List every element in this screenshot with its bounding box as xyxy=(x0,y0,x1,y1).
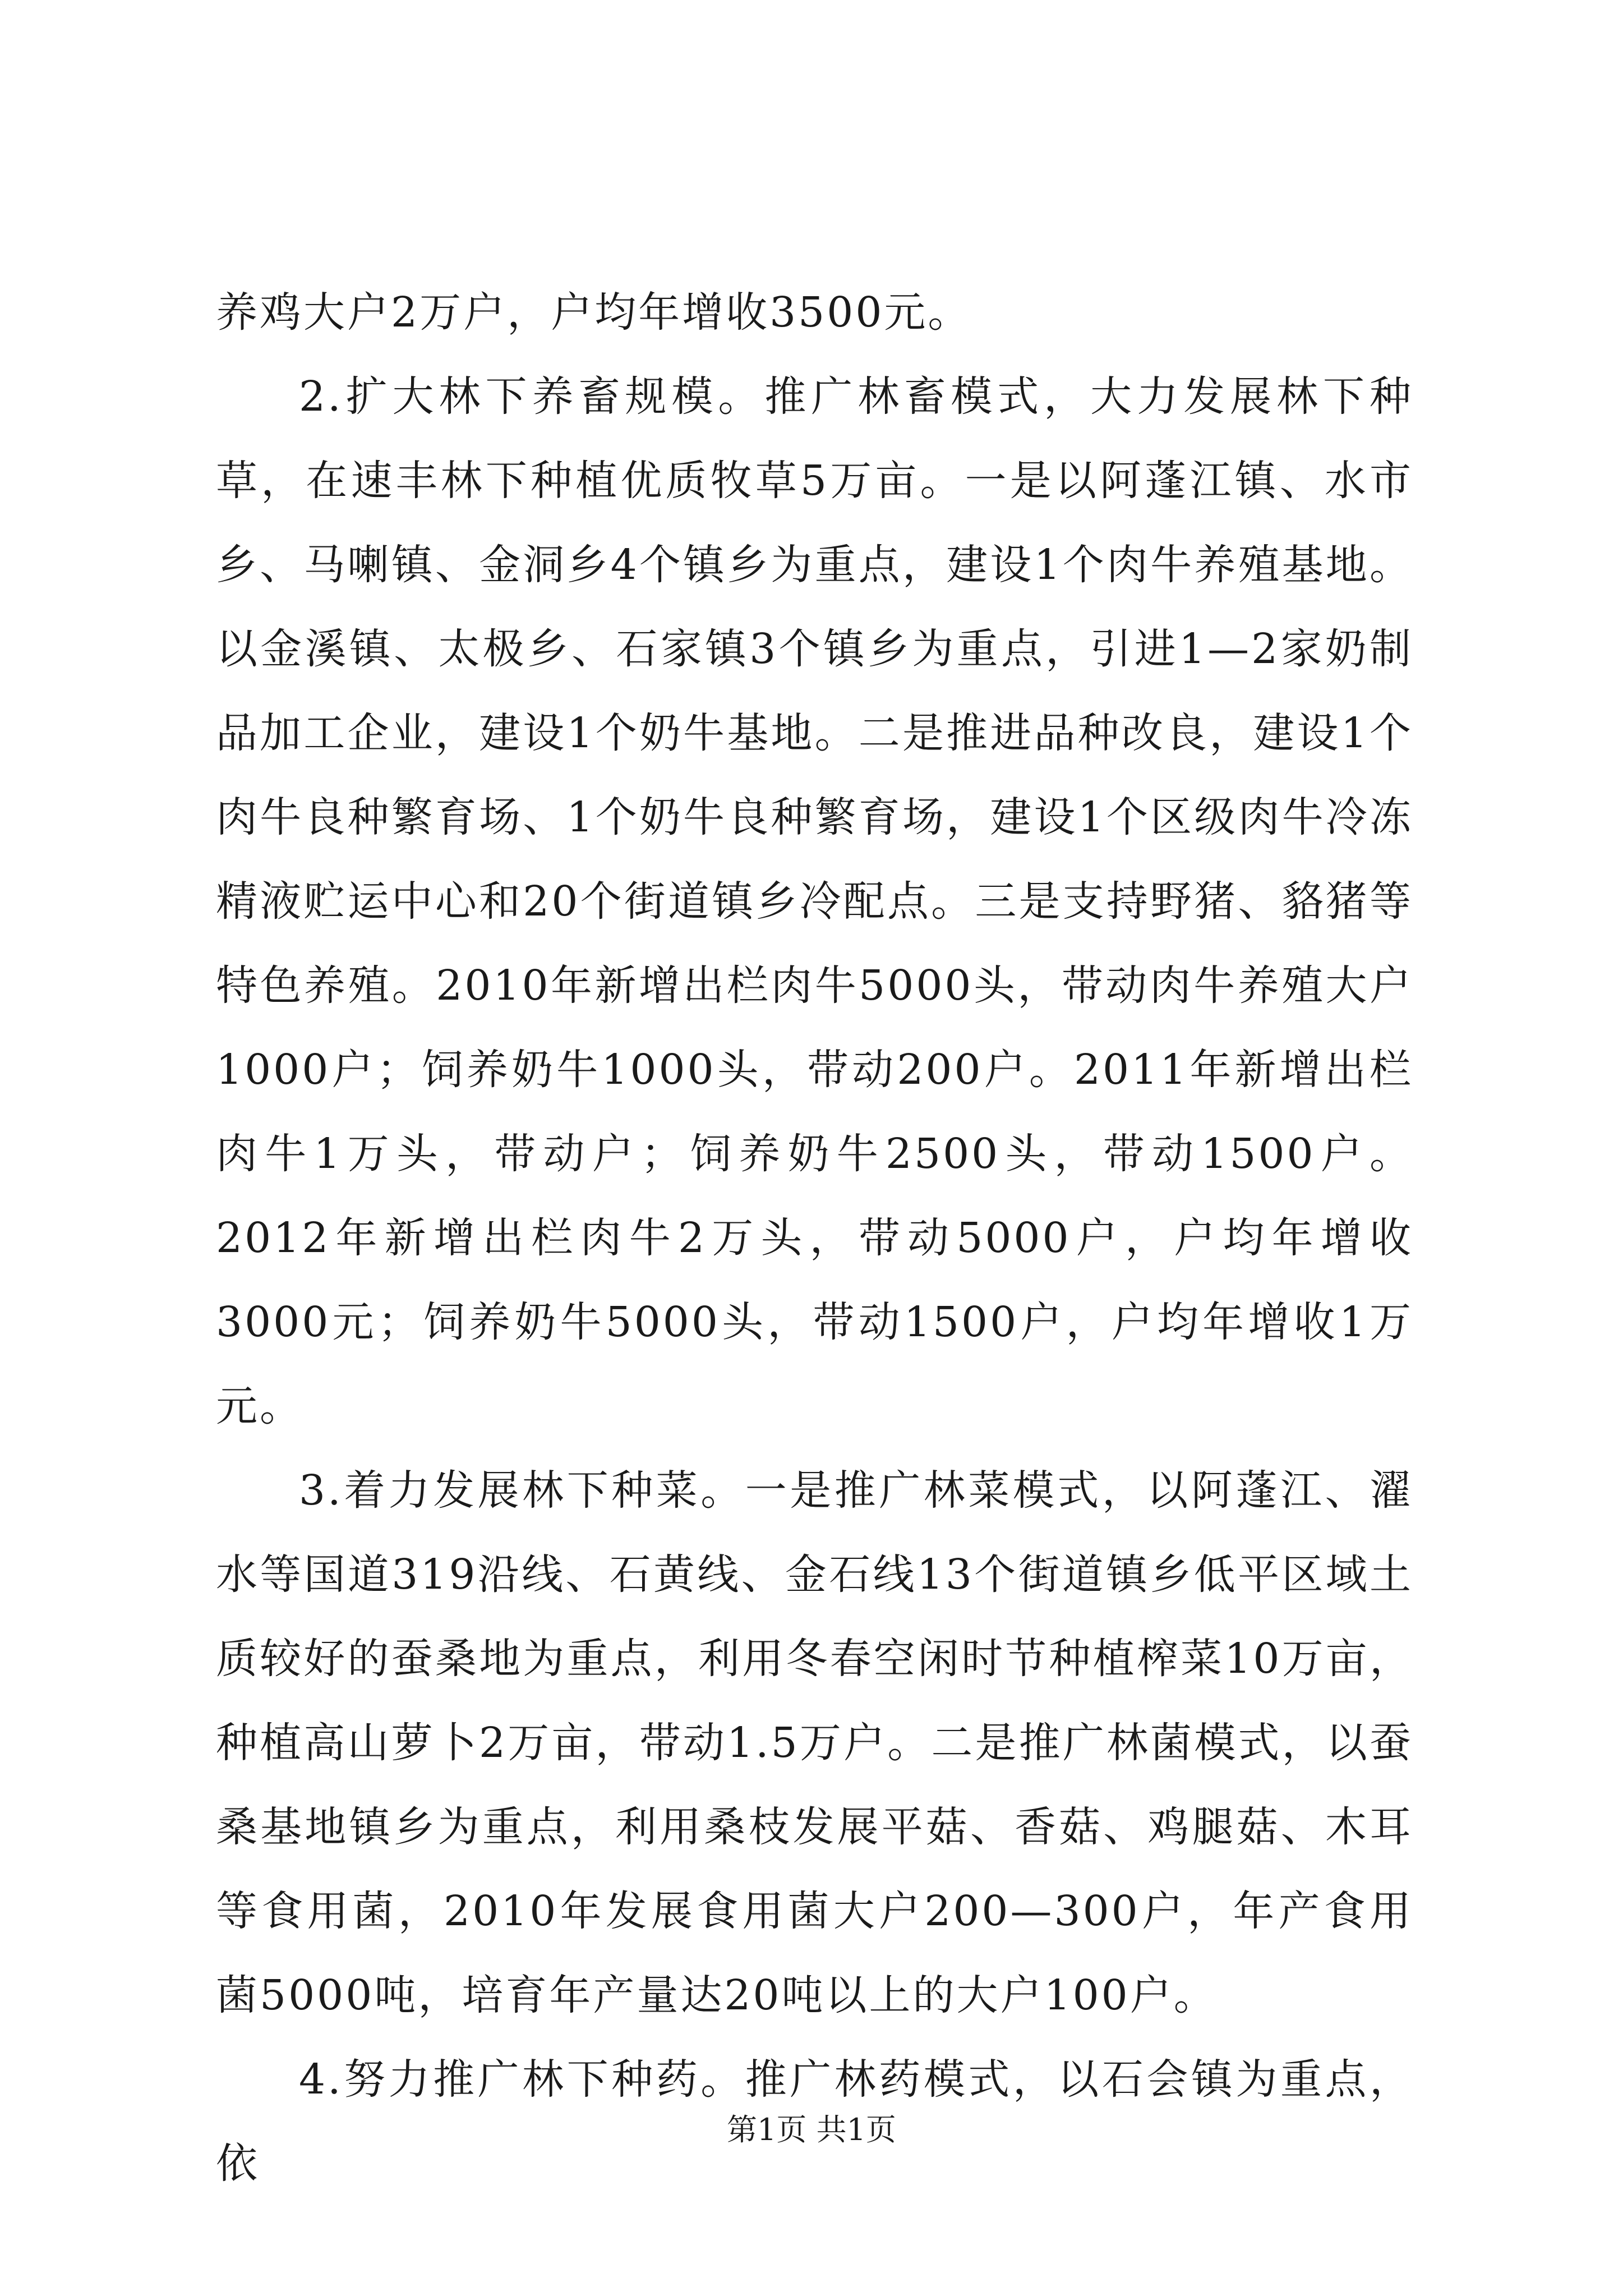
paragraph-medicine: 4.努力推广林下种药。推广林药模式，以石会镇为重点，依 xyxy=(216,2055,1413,2188)
paragraph-vegetables: 3.着力发展林下种菜。一是推广林菜模式，以阿蓬江、濯水等国道319沿线、石黄线、金石线13个街道镇乡低平区域土质较好的蚕桑地为重点，利用冬春空闲时节种植榨菜10万亩，种植高山萝卜2万亩，带动1.5万户。二是推广林菌模式，以蚕桑基地镇乡为重点，利用桑枝发展平菇、香菇、鸡腿菇、木耳等食用菌，2010年发展食用菌大户200—300户，年产食用菌5000吨，培育年产量达20吨以上的大户100户。 xyxy=(216,1466,1413,2019)
paragraph-continuation: 养鸡大户2万户，户均年增收3500元。 xyxy=(216,288,972,337)
document-body xyxy=(216,270,1413,2206)
page-number-footer: 第1页 共1页 xyxy=(727,2112,896,2147)
paragraph-livestock: 2.扩大林下养畜规模。推广林畜模式，大力发展林下种草，在速丰林下种植优质牧草5万亩。一是以阿蓬江镇、水市乡、马喇镇、金洞乡4个镇乡为重点，建设1个肉牛养殖基地。以金溪镇、太极乡、石家镇3个镇乡为重点，引进1—2家奶制品加工企业，建设1个奶牛基地。二是推进品种改良，建设1个肉牛良种繁育场、1个奶牛良种繁育场，建设1个区级肉牛冷冻精液贮运中心和20个街道镇乡冷配点。三是支持野猪、貉猪等特色养殖。2010年新增出栏肉牛5000头，带动肉牛养殖大户1000户；饲养奶牛1000头，带动200户。2011年新增出栏肉牛1万头，带动户；饲养奶牛2500头，带动1500户。2012年新增出栏肉牛2万头，带动5000户，户均年增收3000元；饲养奶牛5000头，带动1500户，户均年增收1万元。 xyxy=(216,372,1413,1430)
